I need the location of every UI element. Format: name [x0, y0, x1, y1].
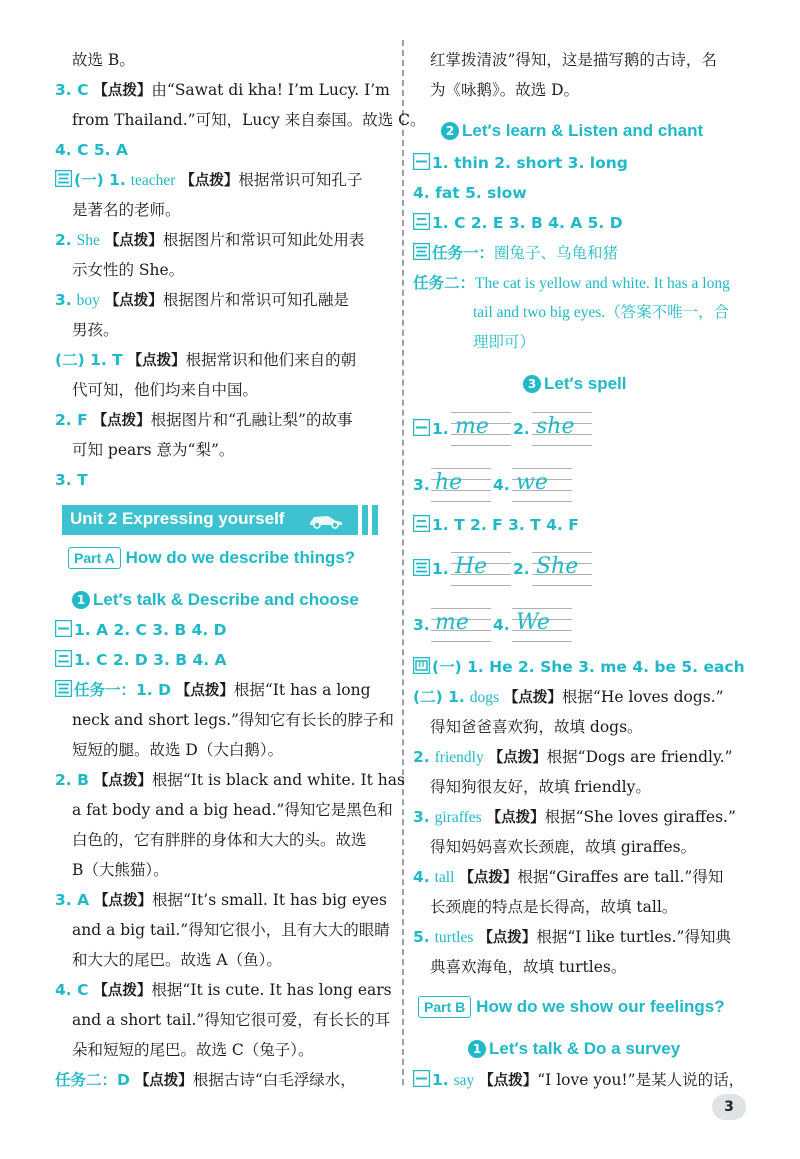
column-divider: [402, 40, 404, 1085]
section-one-icon: [413, 419, 430, 436]
part-a-tag: Part A: [68, 547, 121, 569]
answer-item: 4. C 【点拨】根据“It is cute. It has long ears: [55, 981, 392, 999]
section-four-icon: [413, 657, 430, 674]
answer-item: 2. She 【点拨】根据图片和常识可知此处用表: [55, 231, 365, 249]
text-line: 朵和短短的尾巴。故选 C（兔子）。: [72, 1041, 314, 1059]
text-line: 是著名的老师。: [72, 201, 181, 219]
answer-item: 3. A 【点拨】根据“It’s small. It has big eyes: [55, 891, 387, 909]
part-a-heading: [68, 547, 355, 569]
section-one-icon: [413, 153, 430, 170]
unit-title: Unit 2 Expressing yourself: [70, 509, 285, 528]
answer-item: 1. C 2. D 3. B 4. A: [55, 649, 227, 671]
text-line: 男孩。: [72, 321, 119, 339]
answer-item: 3. T: [55, 471, 88, 489]
section-heading: 1 Let′s talk & Do a survey: [468, 1038, 680, 1060]
decor-stripe: [358, 505, 362, 535]
text-line: tail and two big eyes.（答案不唯一，合: [473, 304, 730, 321]
text-line: 可知 pears 意为“梨”。: [72, 441, 235, 459]
section-three-icon: [55, 170, 72, 187]
text-line: from Thailand.”可知，Lucy 来自泰国。故选 C。: [72, 111, 426, 129]
text-line: B（大熊猫）。: [72, 861, 169, 879]
text-line: 短短的腿。故选 D（大白鹅）。: [72, 741, 284, 759]
text-line: a fat body and a big head.”得知它是黑色和: [72, 801, 393, 819]
answer-item: (一) 1. He 2. She 3. me 4. be 5. each: [413, 656, 745, 678]
part-b-title: How do we show our feelings?: [476, 997, 725, 1016]
text-line: 故选 B。: [72, 51, 135, 69]
car-icon: [306, 511, 348, 529]
answer-item: 任务二：The cat is yellow and white. It has a long: [413, 274, 730, 292]
text-line: 示女性的 She。: [72, 261, 185, 279]
text-line: and a big tail.”得知它很小，且有大大的眼睛: [72, 921, 390, 939]
section-one-icon: [413, 1070, 430, 1087]
section-two-icon: [55, 650, 72, 667]
text-line: 长颈鹿的特点是长得高，故填 tall。: [430, 898, 678, 916]
part-b-heading: [418, 996, 725, 1018]
answer-item: 1. say 【点拨】“I love you!”是某人说的话，: [413, 1069, 744, 1092]
section-number-icon: 1: [72, 591, 90, 609]
answer-item: 1.: [413, 558, 449, 580]
text-line: 白色的，它有胖胖的身体和大大的头。故选: [72, 831, 367, 849]
answer-item: 3. boy 【点拨】根据图片和常识可知孔融是: [55, 291, 349, 309]
text-line: and a short tail.”得知它很可爱，有长长的耳: [72, 1011, 391, 1029]
section-two-icon: [413, 515, 430, 532]
answer-item: 2. B 【点拨】根据“It is black and white. It has: [55, 771, 405, 789]
decor-stripe: [368, 505, 372, 535]
section-two-icon: [413, 213, 430, 230]
answer-item: 1. thin 2. short 3. long: [413, 152, 628, 174]
unit-title-bar: [62, 505, 378, 535]
answer-item: 2. F 【点拨】根据图片和“孔融让梨”的故事: [55, 411, 353, 429]
text-line: neck and short legs.”得知它有长长的脖子和: [72, 711, 394, 729]
answer-item: 4. fat 5. slow: [413, 184, 527, 202]
section-number-icon: 1: [468, 1040, 486, 1058]
text-line: 代可知，他们均来自中国。: [72, 381, 259, 399]
answer-item: 1.: [413, 418, 449, 440]
answer-item: 1. T 2. F 3. T 4. F: [413, 514, 579, 536]
answer-item: 1. A 2. C 3. B 4. D: [55, 619, 227, 641]
part-b-tag: Part B: [418, 996, 471, 1018]
answer-item: 1. C 2. E 3. B 4. A 5. D: [413, 212, 623, 234]
page-number: 3: [712, 1094, 746, 1120]
answer-item: 2. friendly 【点拨】根据“Dogs are friendly.”: [413, 748, 733, 766]
text-line: 红掌拨清波”得知，这是描写鹅的古诗，名: [430, 51, 717, 69]
text-line: 为《咏鹅》。故选 D。: [430, 81, 580, 99]
answer-item: 3. C 【点拨】由“Sawat di kha! I’m Lucy. I’m: [55, 81, 390, 99]
answer-item: 5. turtles 【点拨】根据“I like turtles.”得知典: [413, 928, 731, 946]
answer-item: (二) 1. T 【点拨】根据常识和他们来自的朝: [55, 351, 357, 369]
section-three-icon: [55, 680, 72, 697]
answer-item: 3. giraffes 【点拨】根据“She loves giraffes.”: [413, 808, 736, 826]
text-line: 和大大的尾巴。故选 A（鱼）。: [72, 951, 282, 969]
section-number-icon: 2: [441, 122, 459, 140]
answer-item: 4. C 5. A: [55, 141, 128, 159]
answer-item: 任务二：D 【点拨】根据古诗“白毛浮绿水，: [55, 1071, 356, 1089]
text-line: 得知爸爸喜欢狗，故填 dogs。: [430, 718, 643, 736]
section-heading: 2 Let′s learn & Listen and chant: [441, 120, 703, 142]
answer-item: (一) 1. teacher 【点拨】根据常识可知孔子: [55, 169, 362, 192]
section-number-icon: 3: [523, 375, 541, 393]
section-one-icon: [55, 620, 72, 637]
text-line: 理即可）: [473, 334, 536, 351]
answer-item: 任务一：1. D 【点拨】根据“It has a long: [55, 679, 371, 702]
text-line: 得知妈妈喜欢长颈鹿，故填 giraffes。: [430, 838, 697, 856]
answer-item: 任务一：圈兔子、乌龟和猪: [413, 242, 618, 264]
text-line: 典喜欢海龟，故填 turtles。: [430, 958, 627, 976]
answer-item: (二) 1. dogs 【点拨】根据“He loves dogs.”: [413, 688, 724, 706]
section-heading: 3 Let′s spell: [523, 373, 627, 395]
section-three-icon: [413, 243, 430, 260]
text-line: 得知狗很友好，故填 friendly。: [430, 778, 651, 796]
section-three-icon: [413, 559, 430, 576]
answer-item: 4. tall 【点拨】根据“Giraffes are tall.”得知: [413, 868, 724, 886]
section-heading: 1 Let′s talk & Describe and choose: [72, 589, 359, 611]
part-a-title: How do we describe things?: [125, 548, 356, 567]
